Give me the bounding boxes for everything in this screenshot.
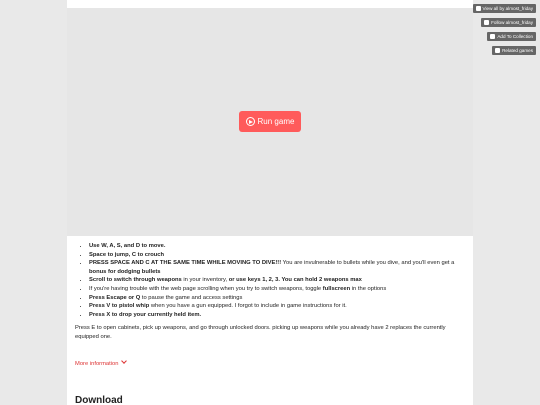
- instruction-text: PRESS SPACE AND C AT THE SAME TIME WHILE MOVING TO DIVE!!!: [89, 260, 282, 267]
- instruction-item: [89, 302, 465, 311]
- instruction-item: [89, 259, 465, 276]
- instruction-item: [89, 311, 465, 320]
- instruction-text: or use keys 1, 2, 3. You can hold 2 weapons max: [228, 277, 362, 284]
- sidebar-button-label: Follow almost_friday: [491, 20, 533, 25]
- instruction-item: [89, 251, 465, 260]
- instruction-text: Press X to drop your currently held item.: [89, 311, 202, 318]
- follow-icon: [484, 20, 489, 25]
- instruction-text: when you have a gun equipped. I forgot to include in game instructions for it.: [149, 303, 347, 310]
- sidebar-buttons: [473, 4, 536, 55]
- sidebar-button-label: Add To Collection: [497, 34, 533, 39]
- description-text: Press E to open cabinets, pick up weapons, and go through unlocked doors. picking up weapons while you already have 2 replaces the currently equipped one.: [75, 325, 446, 340]
- sidebar-button-3[interactable]: [492, 46, 536, 55]
- instruction-text: in the options: [350, 285, 387, 292]
- instruction-text: If you're having trouble with the web page scrolling when you try to switch weapons, toggle: [89, 285, 323, 292]
- sidebar-button-1[interactable]: [481, 18, 536, 27]
- instruction-text: Space to jump, C to crouch: [89, 251, 165, 258]
- instruction-text: in your inventory,: [181, 277, 229, 284]
- related-icon: [495, 48, 500, 53]
- instruction-item: [89, 242, 465, 251]
- grid-icon: [476, 6, 481, 11]
- run-game-button[interactable]: [239, 111, 301, 132]
- sidebar-button-0[interactable]: [473, 4, 536, 13]
- play-icon: [246, 117, 255, 126]
- instructions-list: [75, 242, 465, 319]
- instruction-text: Press Escape or Q: [89, 294, 141, 301]
- instruction-item: [89, 285, 465, 294]
- sidebar-button-label: Related games: [502, 48, 533, 53]
- instruction-text: to pause the game and access settings: [140, 294, 243, 301]
- more-information-link[interactable]: [75, 360, 465, 369]
- more-information-label: More information: [75, 360, 119, 367]
- game-page: [67, 0, 473, 405]
- game-description: [75, 242, 465, 368]
- instruction-text: Scroll to switch through weapons: [89, 277, 182, 284]
- game-frame[interactable]: [67, 8, 473, 236]
- instruction-item: [89, 276, 465, 285]
- instruction-text: bonus for dodging bullets: [89, 268, 161, 275]
- instruction-text: fullscreen: [322, 285, 351, 292]
- header-strip: [67, 0, 473, 8]
- sidebar-button-2[interactable]: [487, 32, 536, 41]
- run-game-label: Run game: [257, 117, 295, 126]
- sidebar-button-label: View all by almost_friday: [482, 6, 533, 11]
- add-icon: [490, 34, 495, 39]
- instruction-text: Use W, A, S, and D to move.: [89, 243, 166, 249]
- instruction-text: You are invulnerable to bullets while you dive, and you'll even get a: [281, 260, 455, 267]
- chevron-down-icon: [121, 358, 127, 364]
- instruction-text: Press V to pistol whip: [89, 303, 150, 310]
- instruction-item: [89, 294, 465, 303]
- download-heading: Download: [75, 395, 123, 405]
